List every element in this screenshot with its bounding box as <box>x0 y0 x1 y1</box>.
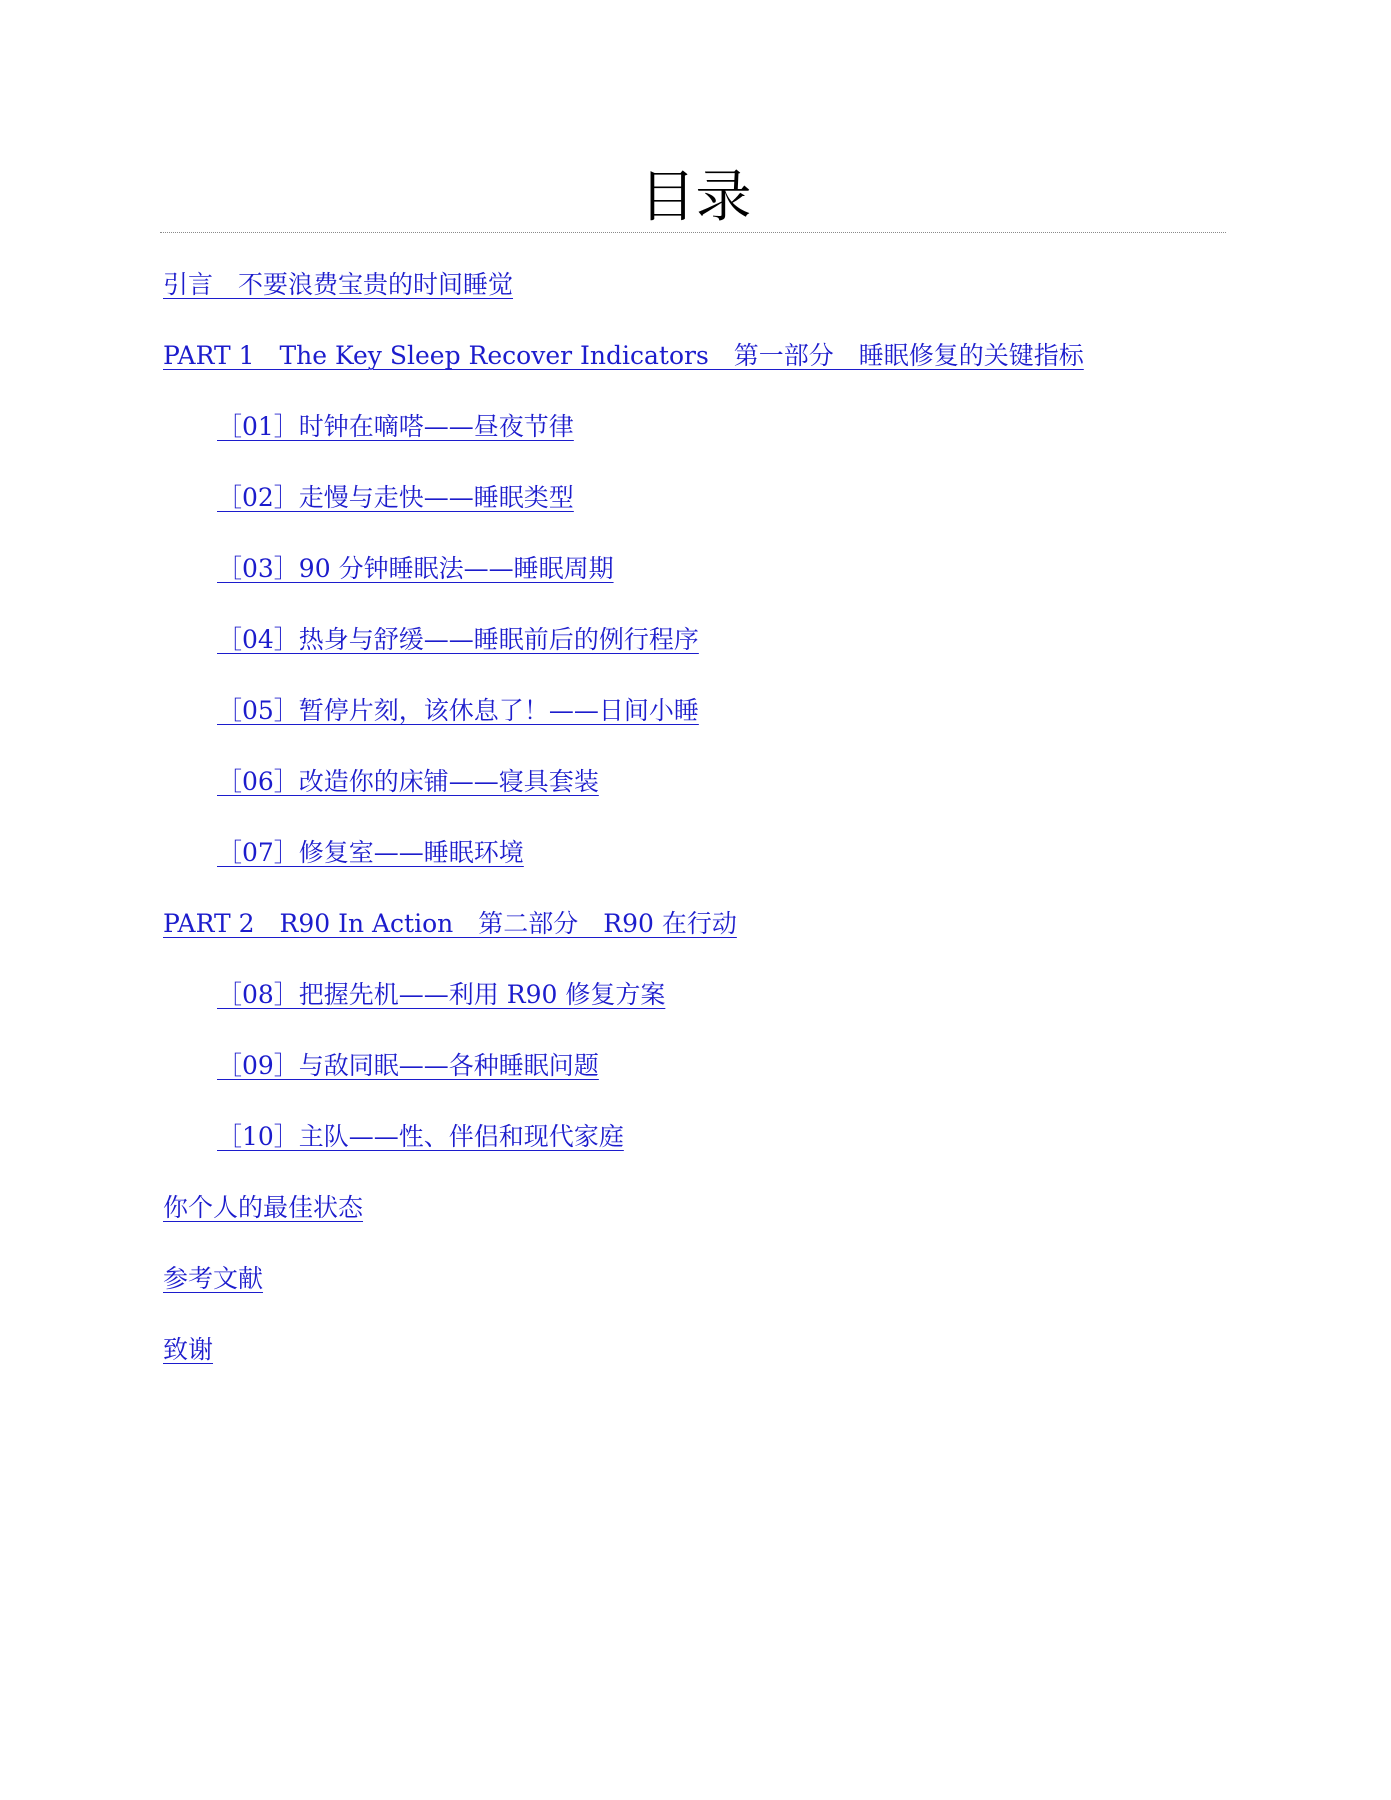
toc-link-chapter-04[interactable]: ［04］热身与舒缓——睡眠前后的例行程序 <box>217 625 699 654</box>
toc-entry-references <box>0 1256 1391 1327</box>
toc-entry-acknowledgements <box>0 1327 1391 1398</box>
toc-entry-chapter-06 <box>0 759 1391 830</box>
toc-link-references[interactable]: 参考文献 <box>163 1264 264 1293</box>
toc-link-chapter-10[interactable]: ［10］主队——性、伴侣和现代家庭 <box>217 1122 624 1151</box>
toc-entry-part-2 <box>0 901 1391 972</box>
toc-entry-chapter-01 <box>0 404 1391 475</box>
toc-link-chapter-06[interactable]: ［06］改造你的床铺——寝具套装 <box>217 767 599 796</box>
toc-link-chapter-02[interactable]: ［02］走慢与走快——睡眠类型 <box>217 483 574 512</box>
toc-entry-chapter-02 <box>0 475 1391 546</box>
title-divider <box>160 232 1226 233</box>
toc-link-part-2[interactable]: PART 2 R90 In Action 第二部分 R90 在行动 <box>163 909 737 938</box>
toc-link-chapter-03[interactable]: ［03］90 分钟睡眠法——睡眠周期 <box>217 554 614 583</box>
toc-entry-part-1 <box>0 333 1391 404</box>
page-title: 目录 <box>639 165 752 230</box>
table-of-contents <box>0 262 1391 1398</box>
toc-entry-chapter-09 <box>0 1043 1391 1114</box>
toc-entry-chapter-05 <box>0 688 1391 759</box>
toc-entry-personal-best <box>0 1185 1391 1256</box>
toc-link-chapter-07[interactable]: ［07］修复室——睡眠环境 <box>217 838 524 867</box>
toc-entry-chapter-08 <box>0 972 1391 1043</box>
toc-entry-chapter-10 <box>0 1114 1391 1185</box>
toc-link-acknowledgements[interactable]: 致谢 <box>163 1335 214 1364</box>
toc-link-chapter-01[interactable]: ［01］时钟在嘀嗒——昼夜节律 <box>217 412 574 441</box>
toc-link-introduction[interactable]: 引言 不要浪费宝贵的时间睡觉 <box>163 270 514 299</box>
toc-link-chapter-05[interactable]: ［05］暂停片刻，该休息了！——日间小睡 <box>217 696 699 725</box>
toc-link-chapter-08[interactable]: ［08］把握先机——利用 R90 修复方案 <box>217 980 666 1009</box>
toc-link-personal-best[interactable]: 你个人的最佳状态 <box>163 1193 364 1222</box>
toc-entry-chapter-03 <box>0 546 1391 617</box>
toc-entry-chapter-04 <box>0 617 1391 688</box>
toc-entry-introduction <box>0 262 1391 333</box>
toc-link-chapter-09[interactable]: ［09］与敌同眠——各种睡眠问题 <box>217 1051 599 1080</box>
toc-entry-chapter-07 <box>0 830 1391 901</box>
toc-link-part-1[interactable]: PART 1 The Key Sleep Recover Indicators 第一部分 睡眠修复的关键指标 <box>163 341 1084 370</box>
